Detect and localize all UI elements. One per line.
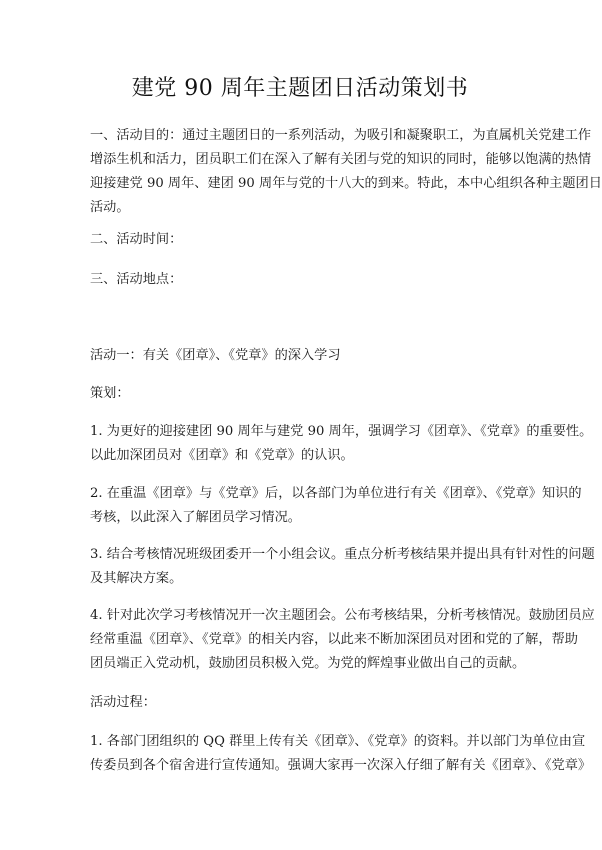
plan-item-2-line-2: 考核，以此深入了解团员学习情况。 (90, 510, 301, 525)
purpose-line-3: 迎接建党 90 周年、建团 90 周年与党的十八大的到来。特此，本中心组织各种主题团日 (90, 176, 602, 191)
plan-item-1 (90, 420, 593, 468)
plan-item-3-line-2: 及其解决方案。 (90, 571, 183, 586)
activity1-title: 活动一：有关《团章》、《党章》的深入学习 (90, 348, 341, 363)
process-item-1-line-2: 传委员到各个宿舍进行宣传通知。强调大家再一次深入仔细了解有关《团章》、《党章》 (90, 758, 592, 773)
time-heading (90, 228, 522, 252)
plan-item-4-line-3: 团员端正入党动机，鼓励团员积极入党。为党的辉煌事业做出自己的贡献。 (90, 656, 526, 671)
plan-item-3 (90, 543, 595, 591)
document-title: 建党 90 周年主题团日活动策划书 (131, 76, 469, 101)
plan-item-4-line-1: 4. 针对此次学习考核情况开一次主题团会。公布考核结果，分析考核情况。鼓励团员应 (90, 608, 595, 623)
process-label: 活动过程： (90, 695, 156, 710)
plan-item-1-line-1: 1. 为更好的迎接建团 90 周年与建党 90 周年，强调学习《团章》、《党章》的重要性。 (90, 424, 593, 439)
purpose-line-4: 活动。 (90, 200, 130, 215)
plan-item-1-line-2: 以此加深团员对《团章》和《党章》的认识。 (90, 448, 354, 463)
plan-item-3-line-1: 3. 结合考核情况班级团委开一个小组会议。重点分析考核结果并提出具有针对性的问题 (90, 547, 595, 562)
process-heading (90, 691, 522, 715)
place-label: 三、活动地点： (90, 272, 183, 287)
plan-item-4 (90, 604, 595, 676)
plan-item-2-line-1: 2. 在重温《团章》与《党章》后，以各部门为单位进行有关《团章》、《党章》知识的 (90, 486, 582, 501)
time-label: 二、活动时间： (90, 232, 183, 247)
activity1-heading (90, 344, 522, 368)
process-item-1 (90, 730, 592, 778)
purpose-paragraph (90, 124, 602, 220)
plan-item-4-line-2: 经常重温《团章》、《党章》的相关内容，以此来不断加深团员对团和党的了解，帮助 (90, 632, 578, 647)
process-item-1-line-1: 1. 各部门团组织的 QQ 群里上传有关《团章》、《党章》的资料。并以部门为单位由宣 (90, 734, 586, 749)
plan-item-2 (90, 482, 582, 530)
purpose-line-1: 一、活动目的：通过主题团日的一系列活动，为吸引和凝聚职工，为直属机关党建工作 (90, 128, 592, 143)
place-heading (90, 268, 522, 292)
purpose-line-2: 增添生机和活力，团员职工们在深入了解有关团与党的知识的同时，能够以饱满的热情 (90, 152, 592, 167)
plan-heading (90, 382, 522, 406)
plan-label: 策划： (90, 386, 130, 401)
